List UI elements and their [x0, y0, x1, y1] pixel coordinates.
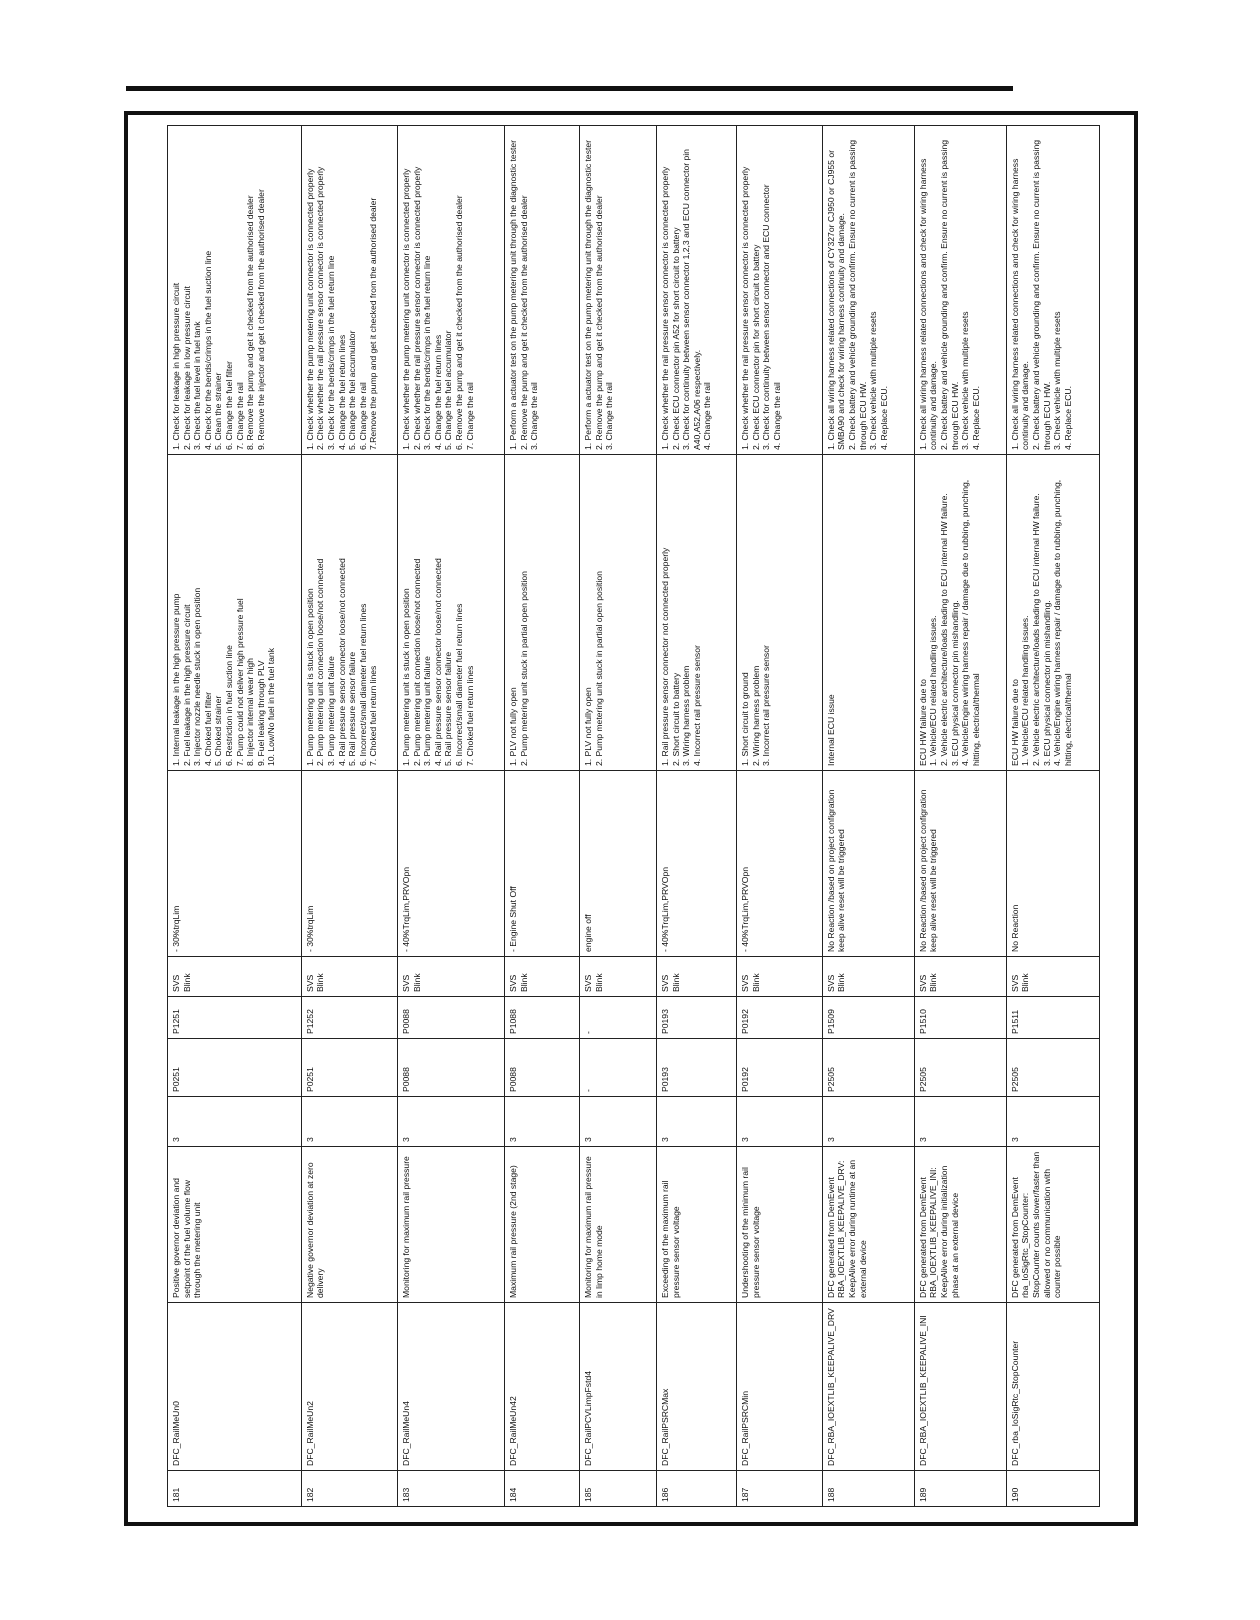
action-line: 3. Check the fuel level in fuel tank — [192, 321, 203, 450]
action-line: 7. Change the rail — [234, 382, 245, 450]
action-line: 2. Check ECU connector pin for short circuit to battery — [750, 244, 761, 450]
cause-line: 1. Rail pressure sensor connector not connected properly — [659, 547, 670, 766]
cell-code-1: P2505 — [914, 1039, 1006, 1097]
action-line: 1. Check whether the pump metering unit connector is connected properly — [401, 168, 412, 450]
cell-class: 3 — [1006, 1097, 1099, 1147]
cause-line: 3. Wiring harness problem — [681, 665, 692, 766]
cell-description: DFC generated from DemEvent RBA_IOEXTLIB_KEEPALIVE_INI: KeepAlive error during initialization phase at an external device — [914, 1147, 1006, 1303]
action-line: 3. Check for continuity between sensor connector 1,2,3 and ECU connector pin A40,A52,A06 respectively. — [681, 149, 702, 450]
action-line: 2. Check ECU connector pin A52 for short circuit to battery — [670, 227, 681, 450]
cause-line: 4. Vehicle/Engine wiring harness repair / damage due to rubbing, punching, hitting, electrical/thermal — [1052, 479, 1073, 766]
cell-lamp: SVS Blink — [579, 957, 656, 997]
cause-line: 2. Fuel leakage in the high pressure circuit — [181, 604, 192, 766]
cell-lamp: SVS Blink — [914, 957, 1006, 997]
action-line: 4. Change the fuel return lines — [336, 334, 347, 450]
cell-number: 185 — [579, 1471, 656, 1507]
cell-possible-causes — [914, 455, 1006, 771]
fault-code-table — [167, 125, 1100, 1507]
cell-actions — [656, 126, 736, 455]
cause-line: 9. Fuel leaking through PLV — [255, 660, 266, 766]
cause-line: 5. Rail pressure sensor failure — [443, 651, 454, 766]
cell-number: 187 — [737, 1471, 823, 1507]
cause-line: 1. Vehicle/ECU related handling issues. — [1020, 615, 1031, 766]
cell-dfc-name: DFC_RailMeUn42 — [505, 1303, 580, 1471]
cell-dfc-name: DFC_RailMeUn2 — [301, 1303, 397, 1471]
cell-number: 182 — [301, 1471, 397, 1507]
cell-possible-causes — [301, 455, 397, 771]
cause-line: 4. Vehicle/Engine wiring harness repair / damage due to rubbing, punching, hitting, electrical/thermal — [960, 479, 981, 766]
cell-code-2: - — [579, 997, 656, 1039]
action-line: 4. Change the fuel return lines — [432, 334, 443, 450]
action-line: 5. Change the fuel accumulator — [443, 330, 454, 450]
cell-code-1: P2505 — [1006, 1039, 1099, 1097]
cause-line: 5. Rail pressure sensor failure — [347, 651, 358, 766]
action-line: 4. Replace ECU. — [970, 385, 981, 450]
action-line: 6. Change the rail — [357, 382, 368, 450]
table-row — [822, 126, 914, 1507]
cell-lamp: SVS Blink — [737, 957, 823, 997]
cell-number: 183 — [398, 1471, 505, 1507]
action-line: 2. Check whether the rail pressure sensor connector is connected properly — [411, 166, 422, 450]
cell-description: Undershooting of the minimum rail pressure sensor voltage — [737, 1147, 823, 1303]
cell-code-1: P2505 — [822, 1039, 914, 1097]
cause-line: 3. ECU physical connector pin mishandling. — [949, 600, 960, 766]
cell-description: DFC generated from DemEvent RBA_IOEXTLIB_KEEPALIVE_DRV: KeepAlive error during runtime at an external device — [822, 1147, 914, 1303]
action-line: 6. Change the fuel filter — [223, 361, 234, 450]
cell-class: 3 — [914, 1097, 1006, 1147]
cause-line: 7. Choked fuel return lines — [464, 665, 475, 766]
cell-reaction: No Reaction — [1006, 771, 1099, 957]
action-line: 1. Perform a actuator test on the pump metering unit through the diagnostic tester — [508, 139, 519, 450]
cell-lamp: SVS Blink — [822, 957, 914, 997]
action-line: 2. Check battery and vehicle grounding and confirm. Ensure no current is passing through ECU HW. — [939, 139, 960, 450]
action-line: 1. Check whether the rail pressure sensor connector is connected properly — [659, 166, 670, 450]
table-row — [301, 126, 397, 1507]
cause-line: 6. Incorrect/small diameter fuel return lines — [357, 603, 368, 766]
action-line: 1. Check all wiring harness related connections of CY327or CJ950 or CJ955 or SMBA90 and check for wiring harness continuity and damage. — [825, 150, 847, 450]
cause-line: 1. Pump metering unit is stuck in open position — [401, 588, 412, 766]
cell-dfc-name: DFC_RailPCVLimpFstd4 — [579, 1303, 656, 1471]
cell-code-2: P0193 — [656, 997, 736, 1039]
action-line: 3. Check vehicle with multiple resets — [868, 311, 879, 450]
action-line: 6. Remove the pump and get it checked from the authorised dealer — [454, 195, 465, 450]
action-line: 4. Check for the bends/crimps in the fuel suction line — [202, 250, 213, 450]
cell-actions — [914, 126, 1006, 455]
cell-class: 3 — [398, 1097, 505, 1147]
cell-actions — [505, 126, 580, 455]
cell-class: 3 — [656, 1097, 736, 1147]
cell-dfc-name: DFC_rba_IoSigRtc_StopCounter — [1006, 1303, 1099, 1471]
cell-number: 186 — [656, 1471, 736, 1507]
action-line: 1. Perform a actuator test on the pump metering unit through the diagnostic tester — [582, 139, 593, 450]
action-line: 5. Change the fuel accumulator — [347, 330, 358, 450]
cell-possible-causes — [1006, 455, 1099, 771]
cell-code-2: P1511 — [1006, 997, 1099, 1039]
cause-line: 3. Incorrect rail pressure sensor — [761, 645, 772, 766]
cell-possible-causes — [737, 455, 823, 771]
action-line: 5. Clean the strainer — [213, 372, 224, 450]
table-row — [505, 126, 580, 1507]
cell-reaction: - 30%trqLim — [301, 771, 397, 957]
cell-dfc-name: DFC_RBA_IOEXTLIB_KEEPALIVE_INI — [914, 1303, 1006, 1471]
action-line: 7.Remove the pump and get it checked from the authorised dealer — [368, 197, 379, 450]
cell-description: Monitoring for maximum rail pressure — [398, 1147, 505, 1303]
cell-actions — [737, 126, 823, 455]
cell-code-1: P0251 — [168, 1039, 302, 1097]
action-line: 4. Replace ECU. — [878, 385, 889, 450]
cell-class: 3 — [737, 1097, 823, 1147]
cause-line: 4. Incorrect rail pressure sensor — [691, 645, 702, 766]
cause-line: 2. Pump metering unit connection loose/not connected — [315, 558, 326, 766]
action-line: 2. Remove the pump and get it checked from the authorised dealer — [518, 195, 529, 450]
cause-line: 2. Vehicle electric architecture/loads leading to ECU internal HW failure. — [939, 493, 950, 766]
action-line: 2. Remove the pump and get it checked from the authorised dealer — [593, 195, 604, 450]
cell-actions — [168, 126, 302, 455]
cell-code-2: P1509 — [822, 997, 914, 1039]
cell-code-1: - — [579, 1039, 656, 1097]
action-line: 2. Check whether the rail pressure sensor connector is connected properly — [315, 166, 326, 450]
cell-actions — [301, 126, 397, 455]
cause-line: Internal ECU issue — [825, 694, 836, 766]
action-line: 1. Check whether the pump metering unit connector is connected properly — [304, 168, 315, 450]
action-line: 3. Check vehicle with multiple resets — [960, 311, 971, 450]
cell-number: 189 — [914, 1471, 1006, 1507]
fault-code-table-rotated — [167, 126, 1100, 1507]
table-row — [579, 126, 656, 1507]
cell-reaction: - Engine Shut Off — [505, 771, 580, 957]
cause-line: 4. Rail pressure sensor connector loose/not connected — [432, 558, 443, 766]
cause-line: 8. Injector internal wear high — [245, 658, 256, 766]
cause-line: 6. Incorrect/small diameter fuel return lines — [454, 603, 465, 766]
cause-line: 1. Pump metering unit is stuck in open position — [304, 588, 315, 766]
cause-line: 10. Low/No fuel in the fuel tank — [266, 647, 277, 766]
cell-reaction: - 40%TrqLim,PRVOpn — [737, 771, 823, 957]
cell-dfc-name: DFC_RailMeUn0 — [168, 1303, 302, 1471]
cell-description: DFC generated from DemEvent rba_IoSigRtc_StopCounter: StopCounter counts slower/faster than allowed or no communication with counter possible — [1006, 1147, 1099, 1303]
table-row — [1006, 126, 1099, 1507]
cause-line: 4. Choked fuel filter — [202, 691, 213, 766]
cause-line: 3. Pump metering unit failure — [422, 656, 433, 766]
cell-reaction: - 40%TrqLim,PRVOpn — [398, 771, 505, 957]
cell-code-2: P1252 — [301, 997, 397, 1039]
cell-code-2: P0088 — [398, 997, 505, 1039]
cell-reaction: No Reaction /based on project configration keep alive reset will be triggered — [914, 771, 1006, 957]
action-line: 3. Check for the bends/crimps in the fuel return line — [422, 255, 433, 450]
cell-dfc-name: DFC_RailPSRCMin — [737, 1303, 823, 1471]
cell-actions — [398, 126, 505, 455]
cause-line: 2. Wiring harness problem — [750, 665, 761, 766]
action-line: 7. Change the rail — [464, 382, 475, 450]
cell-actions — [579, 126, 656, 455]
cause-line: 6. Restriction in fuel suction line — [223, 645, 234, 766]
cell-lamp: SVS Blink — [398, 957, 505, 997]
cause-line: 3. Pump metering unit failure — [325, 656, 336, 766]
action-line: 9. Remove the injector and get it checked from the authorised dealer — [255, 189, 266, 450]
action-line: 3. Check for continuity between sensor connector and ECU connector — [761, 184, 772, 450]
cell-possible-causes — [579, 455, 656, 771]
cell-description: Monitoring for maximum rail pressure in limp home mode — [579, 1147, 656, 1303]
action-line: 3. Change the rail — [529, 382, 540, 450]
action-line: 1. Check whether the rail pressure sensor connector is connected properly — [740, 166, 751, 450]
cause-line: 5. Choked strainer — [213, 695, 224, 766]
cell-actions — [1006, 126, 1099, 455]
cell-code-2: P0192 — [737, 997, 823, 1039]
cell-code-1: P0193 — [656, 1039, 736, 1097]
table-row — [656, 126, 736, 1507]
cell-class: 3 — [301, 1097, 397, 1147]
cell-lamp: SVS Blink — [1006, 957, 1099, 997]
cause-line: 7. Pump could not deliver high pressure fuel — [234, 598, 245, 766]
table-row — [737, 126, 823, 1507]
cause-line: 3. ECU physical connector pin mishandling. — [1041, 600, 1052, 766]
cell-reaction: - 40%TrqLim,PRVOpn — [656, 771, 736, 957]
cause-line: 2. Pump metering unit connection loose/not connected — [411, 558, 422, 766]
action-line: 1. Check all wiring harness related connections and check for wiring harness continuity and damage. — [1009, 158, 1031, 450]
action-line: 1. Check for leakage in high pressure circuit — [171, 282, 181, 450]
cell-reaction: - 30%trqLim — [168, 771, 302, 957]
action-line: 3. Check for the bends/crimps in the fuel return line — [325, 255, 336, 450]
cause-line: ECU HW failure due to — [1009, 679, 1020, 766]
cell-code-2: P1510 — [914, 997, 1006, 1039]
table-body — [168, 126, 1100, 1507]
action-line: 3. Check vehicle with multiple resets — [1052, 311, 1063, 450]
cell-lamp: SVS Blink — [505, 957, 580, 997]
cell-dfc-name: DFC_RailPSRCMax — [656, 1303, 736, 1471]
cell-number: 181 — [168, 1471, 302, 1507]
cell-dfc-name: DFC_RBA_IOEXTLIB_KEEPALIVE_DRV — [822, 1303, 914, 1471]
cause-line: ECU HW failure due to — [917, 679, 928, 766]
cause-line: 7. Choked fuel return lines — [368, 665, 379, 766]
cause-line: 1. PLV not fully open — [508, 687, 519, 766]
cell-dfc-name: DFC_RailMeUn4 — [398, 1303, 505, 1471]
cause-line: 2. Vehicle electric architecture/loads leading to ECU internal HW failure. — [1031, 493, 1042, 766]
cell-code-2: P1088 — [505, 997, 580, 1039]
cell-lamp: SVS Blink — [301, 957, 397, 997]
cell-possible-causes — [398, 455, 505, 771]
cell-code-1: P0088 — [398, 1039, 505, 1097]
cause-line: 2. Pump metering unit stuck in partial open position — [518, 571, 529, 766]
cell-class: 3 — [505, 1097, 580, 1147]
cell-code-1: P0088 — [505, 1039, 580, 1097]
cell-actions — [822, 126, 914, 455]
header-rule — [126, 86, 1013, 91]
cell-description: Exceeding of the maximum rail pressure sensor voltage — [656, 1147, 736, 1303]
cell-code-1: P0251 — [301, 1039, 397, 1097]
cell-class: 3 — [822, 1097, 914, 1147]
cell-code-1: P0192 — [737, 1039, 823, 1097]
cell-lamp: SVS Blink — [656, 957, 736, 997]
cell-reaction: engine off — [579, 771, 656, 957]
action-line: 2. Check battery and vehicle grounding and confirm. Ensure no current is passing through ECU HW. — [1031, 139, 1052, 450]
cause-line: 1. PLV not fully open — [582, 687, 593, 766]
action-line: 2. Check battery and vehicle grounding and confirm. Ensure no current is passing through ECU HW. — [847, 139, 868, 450]
cell-description: Negative governor deviation at zero delivery — [301, 1147, 397, 1303]
cause-line: 1. Internal leakage in the high pressure pump — [171, 593, 181, 766]
cell-possible-causes — [505, 455, 580, 771]
cell-description: Positive governor deviation and setpoint of the fuel volume flow through the metering unit — [168, 1147, 302, 1303]
cause-line: 1. Vehicle/ECU related handling issues. — [928, 615, 939, 766]
cell-possible-causes — [656, 455, 736, 771]
cell-class: 3 — [168, 1097, 302, 1147]
action-line: 4. Change the rail — [772, 382, 782, 450]
cause-line: 3. Injector nozzle needle stuck in open position — [192, 587, 203, 766]
cell-code-2: P1251 — [168, 997, 302, 1039]
cause-line: 1. Short circuit to ground — [740, 672, 751, 766]
action-line: 3. Change the rail — [604, 382, 615, 450]
action-line: 4. Change the rail — [702, 382, 713, 450]
cell-possible-causes — [822, 455, 914, 771]
action-line: 8. Remove the pump and get it checked from the authorised dealer — [245, 195, 256, 450]
cell-number: 188 — [822, 1471, 914, 1507]
cause-line: 2. Short circuit to battery — [670, 672, 681, 766]
action-line: 2. Check for leakage in low pressure circuit — [181, 286, 192, 450]
action-line: 1. Check all wiring harness related connections and check for wiring harness continuity and damage. — [917, 158, 939, 450]
cell-number: 184 — [505, 1471, 580, 1507]
cell-reaction: No Reaction /based on project configration keep alive reset will be triggered — [822, 771, 914, 957]
cause-line: 4. Rail pressure sensor connector loose/not connected — [336, 558, 347, 766]
cell-lamp: SVS Blink — [168, 957, 302, 997]
cause-line: 2. Pump metering unit stuck in partial open position — [593, 571, 604, 766]
cell-possible-causes — [168, 455, 302, 771]
action-line: 4. Replace ECU. — [1062, 385, 1073, 450]
cell-description: Maximum rail pressure (2nd stage) — [505, 1147, 580, 1303]
table-row — [168, 126, 302, 1507]
cell-class: 3 — [579, 1097, 656, 1147]
table-row — [914, 126, 1006, 1507]
table-row — [398, 126, 505, 1507]
cell-number: 190 — [1006, 1471, 1099, 1507]
